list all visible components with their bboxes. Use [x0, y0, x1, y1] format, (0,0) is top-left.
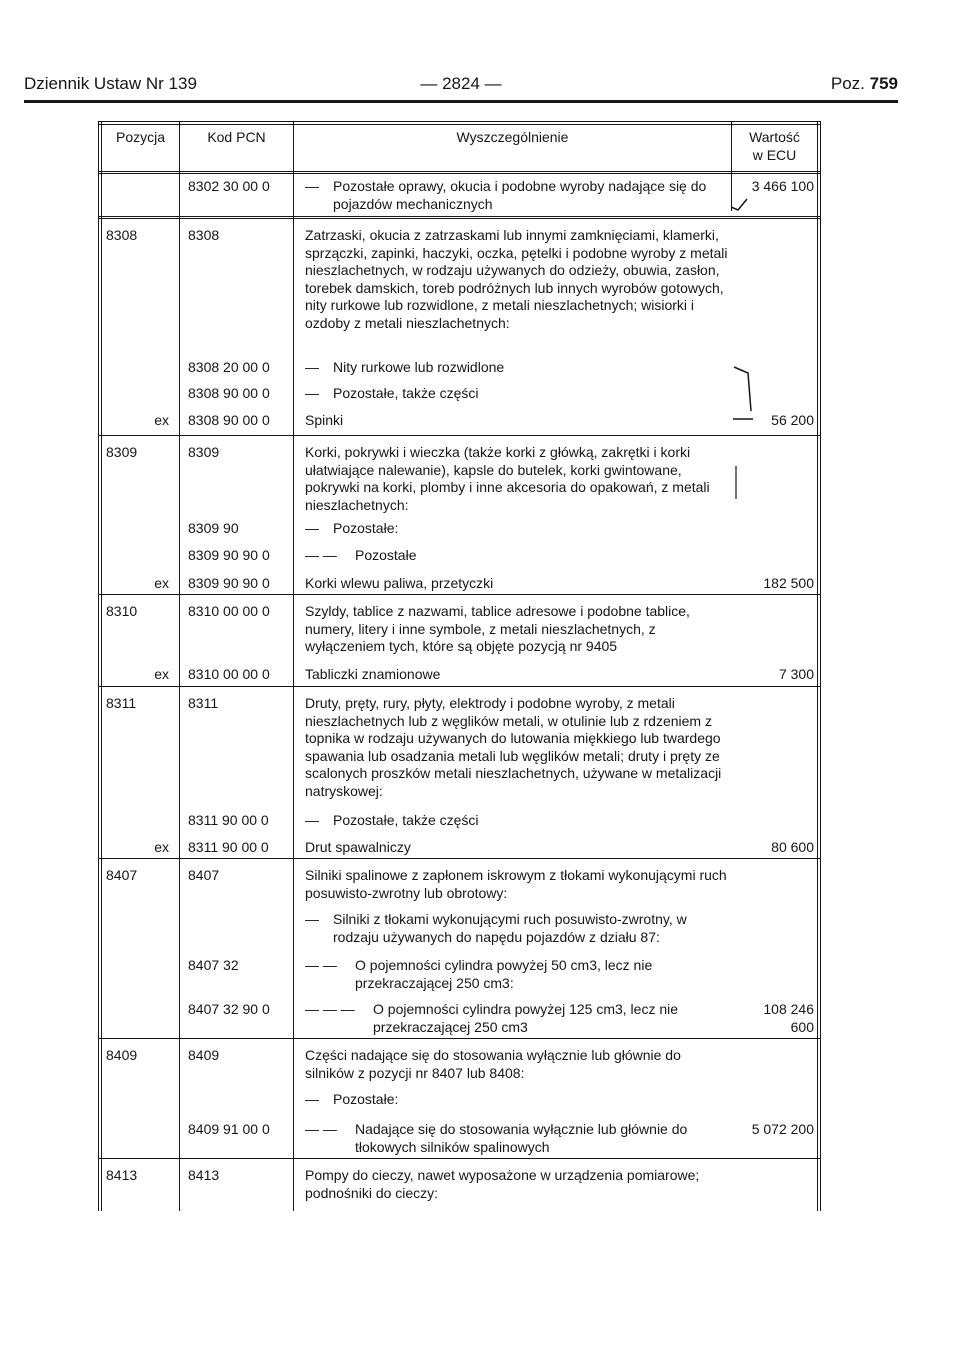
row-kod: 8309 90 90 0 [188, 575, 270, 591]
row-description: Części nadające się do stosowania wyłącznie lub głównie do silników z pozycji nr 8407 lub 8408: [305, 1047, 681, 1081]
row-divider [98, 435, 821, 436]
row-description: Pozostałe oprawy, okucia i podobne wyroby nadające się do pojazdów mechanicznych [333, 178, 707, 212]
checkmark-stroke [731, 199, 747, 210]
row-divider [98, 1158, 821, 1159]
row-kod: 8310 00 00 0 [188, 666, 270, 682]
row-value: 108 246 600 [763, 1001, 814, 1035]
row-kod: 8302 30 00 0 [188, 178, 270, 194]
row-dash: — [305, 911, 319, 927]
row-description: Nadające się do stosowania wyłącznie lub głównie do tłokowych silników spalinowych [355, 1121, 688, 1155]
row-dash: — [305, 812, 319, 828]
row-kod: 8311 90 00 0 [188, 839, 269, 855]
row-description: Spinki [305, 412, 344, 428]
column-header-wartosc-line1: Wartość [749, 129, 800, 145]
page-header [24, 72, 898, 96]
row-description: Pozostałe [355, 547, 417, 563]
row-description: Silniki z tłokami wykonującymi ruch posuwisto-zwrotny, w rodzaju używanych do napędu pojazdów z działu 87: [333, 911, 687, 945]
row-description: Pozostałe, także części [333, 385, 479, 401]
row-divider [98, 216, 821, 217]
row-description: Pozostałe: [333, 1091, 399, 1107]
row-description: O pojemności cylindra powyżej 50 cm3, lecz nie przekraczającej 250 cm3: [355, 957, 653, 991]
position-number: 759 [869, 74, 898, 93]
row-description: Drut spawalniczy [305, 839, 411, 855]
column-divider [293, 121, 294, 1211]
column-header-kod: Kod PCN [207, 129, 266, 145]
row-divider [98, 218, 821, 219]
row-description: Szyldy, tablice z nazwami, tablice adresowe i podobne tablice, numery, litery i inne symbole, z metali nieszlachetnych, z wyłączeniem tych, które są objęte pozycją nr 9405 [305, 603, 690, 655]
row-value: 7 300 [778, 666, 814, 682]
row-kod: 8308 90 00 0 [188, 412, 270, 428]
header-rule [24, 100, 898, 103]
bracket-stroke [734, 367, 751, 411]
column-header-pozycja: Pozycja [115, 129, 166, 145]
row-kod: 8309 90 90 0 [188, 547, 270, 563]
row-pozycja: 8413 [106, 1167, 138, 1183]
row-kod: 8311 [188, 695, 219, 711]
row-kod: 8309 [188, 444, 220, 460]
row-kod: 8308 20 00 0 [188, 359, 270, 375]
row-value: 5 072 200 [751, 1121, 814, 1137]
row-kod: 8413 [188, 1167, 220, 1183]
row-pozycja: 8311 [106, 695, 137, 711]
row-kod: 8409 [188, 1047, 220, 1063]
row-description: Tabliczki znamionowe [305, 666, 441, 682]
row-dash: — [305, 359, 319, 375]
row-description: Pozostałe: [333, 520, 399, 536]
row-kod: 8407 [188, 867, 220, 883]
row-value: 56 200 [771, 412, 814, 428]
row-description: Nity rurkowe lub rozwidlone [333, 359, 505, 375]
row-pozycja: 8309 [106, 444, 138, 460]
row-pozycja: ex [154, 412, 169, 428]
column-header-wartosc [732, 129, 817, 164]
row-pozycja: 8310 [106, 603, 138, 619]
row-divider [98, 686, 821, 687]
row-pozycja: 8409 [106, 1047, 138, 1063]
row-description: Zatrzaski, okucia z zatrzaskami lub innymi zamknięciami, klamerki, sprzączki, zapinki, haczyki, oczka, pętelki i podobne wyroby z metali nieszlachetnych, w rodzaju używanych do odzieży, obuwia, zasłon, torebek damskich, toreb podróżnych lub innych wyrobów gotowych, nity rurkowe lub rozwidlone, z metali nieszlachetnych; wisiorki i ozdoby z metali nieszlachetnych: [305, 227, 728, 331]
row-dash: — — [305, 1121, 337, 1137]
row-divider [98, 858, 821, 859]
table-border-top [98, 121, 821, 122]
table-border-top-inner [98, 124, 821, 125]
header-divider [98, 171, 821, 172]
row-description: Korki wlewu paliwa, przetyczki [305, 575, 494, 591]
column-header-wartosc-line2: w ECU [752, 146, 797, 163]
row-kod: 8409 91 00 0 [188, 1121, 270, 1137]
row-divider [98, 1038, 821, 1039]
row-kod: 8407 32 [188, 957, 239, 973]
row-pozycja: 8308 [106, 227, 138, 243]
row-kod: 8311 90 00 0 [188, 812, 269, 828]
row-pozycja: ex [154, 839, 169, 855]
table-border-left [98, 121, 99, 1211]
row-pozycja: ex [154, 666, 169, 682]
row-description: Silniki spalinowe z zapłonem iskrowym z tłokami wykonującymi ruch posuwisto-zwrotny lub obrotowy: [305, 867, 727, 901]
row-kod: 8308 [188, 227, 220, 243]
row-dash: — [305, 520, 319, 536]
column-divider [179, 121, 180, 1211]
row-kod: 8308 90 00 0 [188, 385, 270, 401]
row-description: O pojemności cylindra powyżej 125 cm3, lecz nie przekraczającej 250 cm3 [373, 1001, 679, 1035]
page-number: — 2824 — [420, 74, 502, 93]
row-dash: — [305, 178, 319, 194]
header-divider-inner [98, 173, 821, 174]
row-description: Pompy do cieczy, nawet wyposażone w urządzenia pomiarowe; podnośniki do cieczy: [305, 1167, 700, 1201]
position-label [831, 72, 898, 96]
row-pozycja: ex [154, 575, 169, 591]
table-border-right [820, 121, 821, 1211]
row-value: 3 466 100 [751, 178, 814, 194]
row-divider [98, 594, 821, 595]
row-dash: — [305, 385, 319, 401]
row-pozycja: 8407 [106, 867, 138, 883]
row-kod: 8407 32 90 0 [188, 1001, 270, 1017]
row-dash: — — — [305, 1001, 355, 1017]
table-border-right-inner [817, 121, 818, 1211]
row-value: 182 500 [763, 575, 814, 591]
row-kod: 8309 90 [188, 520, 239, 536]
row-dash: — [305, 1091, 319, 1107]
row-value: 80 600 [771, 839, 814, 855]
row-description: Druty, pręty, rury, płyty, elektrody i podobne wyroby, z metali nieszlachetnych lub z węglików metali, w otulinie lub z rdzeniem z topnika w rodzaju używanych do lutowania miękkiego lub twardego spawania lub osadzania metali lub węglików metali; druty i pręty ze scalonych proszków metali nieszlachetnych, używane w metalizacji natryskowej: [305, 695, 722, 799]
row-description: Korki, pokrywki i wieczka (także korki z główką, zakrętki i korki ułatwiające nalewanie), kapsle do butelek, korki gwintowane, pokrywki na korki, plomby i inne akcesoria do opakowań, z metali nieszlachetnych: [305, 444, 710, 513]
row-description: Pozostałe, także części [333, 812, 479, 828]
row-dash: — — [305, 957, 337, 973]
position-prefix: Poz. [830, 74, 865, 93]
data-table [98, 121, 821, 1211]
row-kod: 8310 00 00 0 [188, 603, 270, 619]
row-dash: — — [305, 547, 337, 563]
journal-title: Dziennik Ustaw Nr 139 [24, 74, 197, 93]
column-header-wyszczegolnienie: Wyszczególnienie [456, 129, 569, 145]
